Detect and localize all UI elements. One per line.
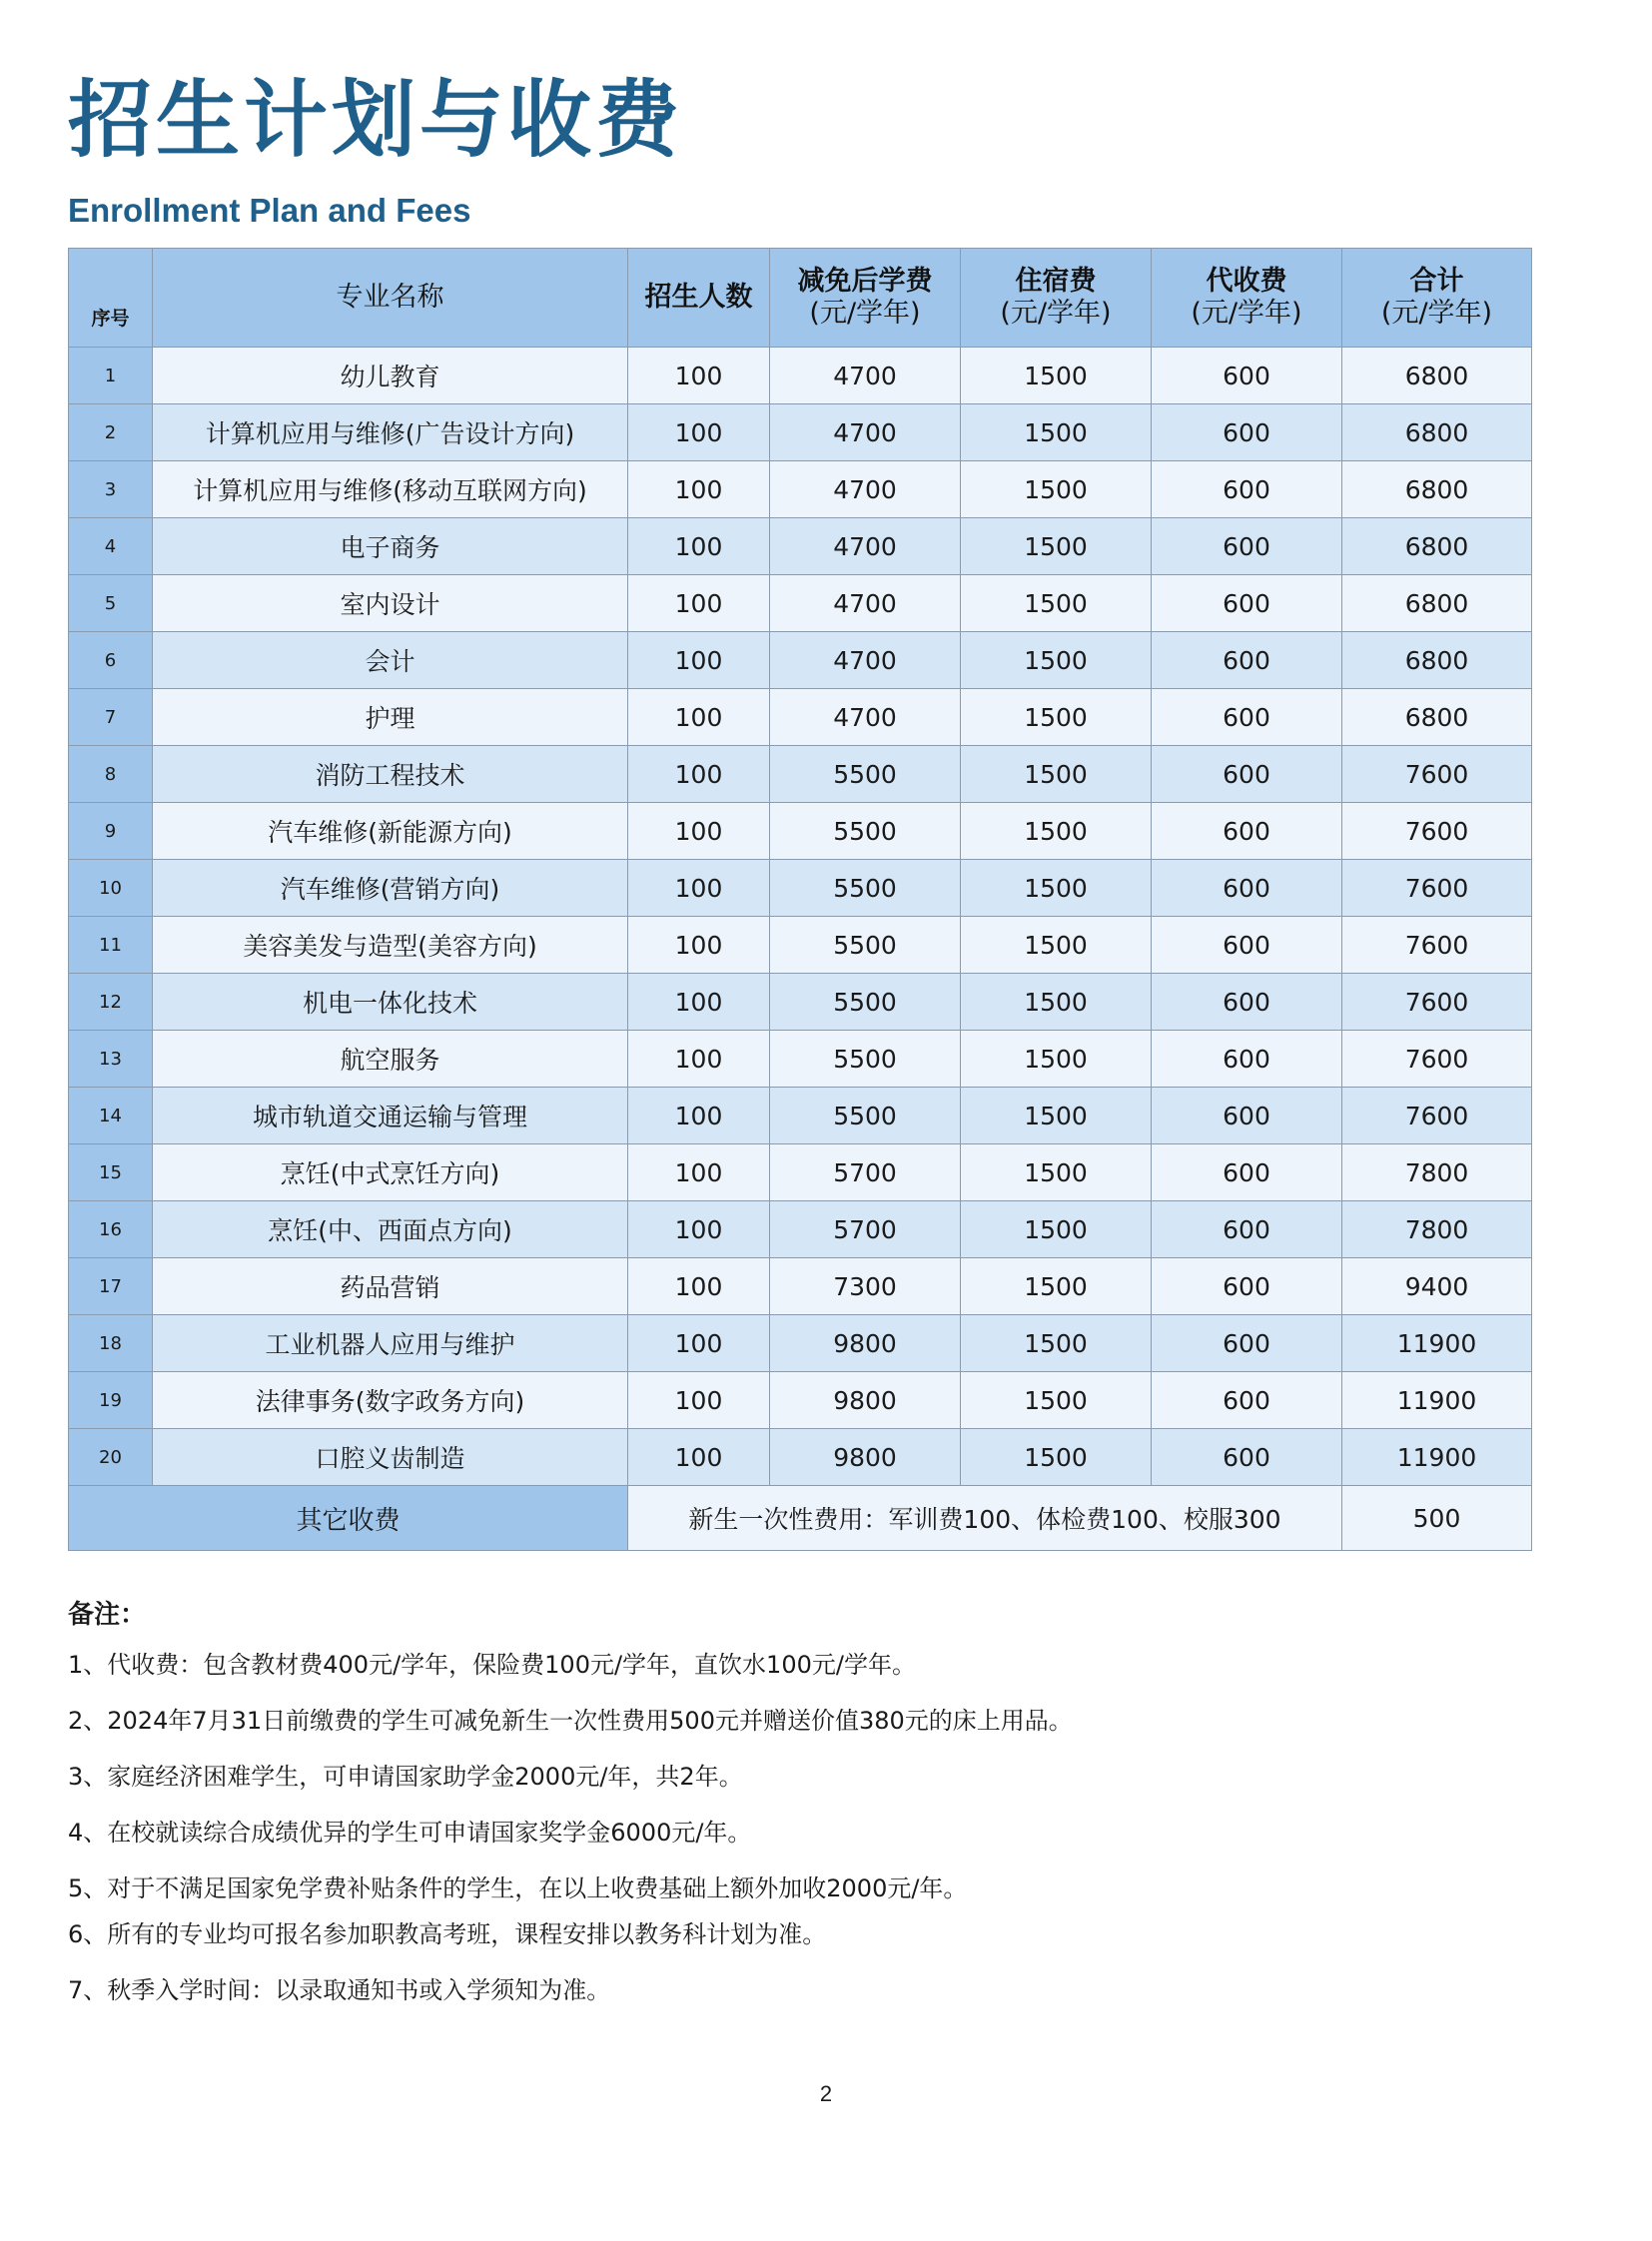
row-seq: 14	[69, 1088, 153, 1144]
row-collect: 600	[1152, 1372, 1342, 1429]
row-seq: 18	[69, 1315, 153, 1372]
table-header-row	[69, 249, 1532, 348]
row-total: 7600	[1342, 860, 1532, 917]
row-seq: 3	[69, 461, 153, 518]
row-lodging: 1500	[961, 917, 1152, 974]
row-seq: 8	[69, 746, 153, 803]
row-tuition: 5500	[770, 917, 961, 974]
table-row	[69, 1315, 1532, 1372]
row-seq: 7	[69, 689, 153, 746]
row-major: 室内设计	[153, 575, 628, 632]
row-major: 计算机应用与维修(广告设计方向)	[153, 404, 628, 461]
row-major: 药品营销	[153, 1258, 628, 1315]
row-total: 6800	[1342, 404, 1532, 461]
row-tuition: 4700	[770, 575, 961, 632]
row-lodging: 1500	[961, 1031, 1152, 1088]
row-count: 100	[628, 689, 770, 746]
row-major: 电子商务	[153, 518, 628, 575]
table-row	[69, 1144, 1532, 1201]
header-tuition	[770, 249, 961, 348]
header-lodging	[961, 249, 1152, 348]
row-major: 美容美发与造型(美容方向)	[153, 917, 628, 974]
row-total: 11900	[1342, 1315, 1532, 1372]
row-seq: 4	[69, 518, 153, 575]
row-count: 100	[628, 1088, 770, 1144]
row-tuition: 5500	[770, 860, 961, 917]
table-row	[69, 689, 1532, 746]
row-collect: 600	[1152, 575, 1342, 632]
other-fees-total: 500	[1342, 1486, 1532, 1551]
header-seq: 序号	[69, 249, 153, 348]
table-row	[69, 575, 1532, 632]
note-item: 2、2024年7月31日前缴费的学生可减免新生一次性费用500元并赠送价值380元的床上用品。	[68, 1707, 1073, 1735]
row-total: 7800	[1342, 1201, 1532, 1258]
header-tuition-line1: 减免后学费	[797, 266, 933, 297]
table-row	[69, 461, 1532, 518]
row-count: 100	[628, 461, 770, 518]
row-collect: 600	[1152, 1144, 1342, 1201]
row-lodging: 1500	[961, 1258, 1152, 1315]
row-collect: 600	[1152, 1201, 1342, 1258]
header-collect-line2: (元/学年)	[1191, 298, 1302, 329]
row-major: 机电一体化技术	[153, 974, 628, 1031]
row-collect: 600	[1152, 803, 1342, 860]
row-collect: 600	[1152, 404, 1342, 461]
table-row	[69, 1201, 1532, 1258]
row-lodging: 1500	[961, 1144, 1152, 1201]
row-major: 汽车维修(新能源方向)	[153, 803, 628, 860]
row-major: 烹饪(中、西面点方向)	[153, 1201, 628, 1258]
row-major: 烹饪(中式烹饪方向)	[153, 1144, 628, 1201]
row-lodging: 1500	[961, 1372, 1152, 1429]
note-item: 6、所有的专业均可报名参加职教高考班，课程安排以教务科计划为准。	[68, 1920, 827, 1948]
notes-title: 备注：	[68, 1600, 147, 1630]
row-seq: 16	[69, 1201, 153, 1258]
row-total: 7600	[1342, 1088, 1532, 1144]
table-row	[69, 803, 1532, 860]
row-tuition: 5500	[770, 746, 961, 803]
row-total: 6800	[1342, 632, 1532, 689]
note-item: 1、代收费：包含教材费400元/学年，保险费100元/学年，直饮水100元/学年。	[68, 1651, 916, 1679]
row-tuition: 5500	[770, 803, 961, 860]
row-major: 航空服务	[153, 1031, 628, 1088]
row-lodging: 1500	[961, 1315, 1152, 1372]
row-tuition: 9800	[770, 1372, 961, 1429]
table-row	[69, 746, 1532, 803]
header-collect	[1152, 249, 1342, 348]
row-collect: 600	[1152, 461, 1342, 518]
note-item: 7、秋季入学时间：以录取通知书或入学须知为准。	[68, 1976, 611, 2004]
row-major: 法律事务(数字政务方向)	[153, 1372, 628, 1429]
row-seq: 2	[69, 404, 153, 461]
row-total: 11900	[1342, 1429, 1532, 1486]
row-collect: 600	[1152, 1315, 1342, 1372]
row-count: 100	[628, 917, 770, 974]
row-tuition: 4700	[770, 689, 961, 746]
row-seq: 17	[69, 1258, 153, 1315]
row-seq: 10	[69, 860, 153, 917]
row-major: 消防工程技术	[153, 746, 628, 803]
row-collect: 600	[1152, 974, 1342, 1031]
row-lodging: 1500	[961, 575, 1152, 632]
row-collect: 600	[1152, 632, 1342, 689]
row-seq: 1	[69, 348, 153, 404]
row-seq: 12	[69, 974, 153, 1031]
row-count: 100	[628, 1201, 770, 1258]
row-total: 7600	[1342, 803, 1532, 860]
row-count: 100	[628, 1315, 770, 1372]
row-total: 7600	[1342, 917, 1532, 974]
row-count: 100	[628, 404, 770, 461]
other-fees-description: 新生一次性费用：军训费100、体检费100、校服300	[628, 1486, 1342, 1551]
row-tuition: 4700	[770, 518, 961, 575]
row-tuition: 5700	[770, 1201, 961, 1258]
row-collect: 600	[1152, 689, 1342, 746]
page-subtitle: Enrollment Plan and Fees	[68, 192, 471, 229]
header-total-line1: 合计	[1409, 266, 1464, 297]
row-count: 100	[628, 1144, 770, 1201]
row-count: 100	[628, 860, 770, 917]
note-item: 4、在校就读综合成绩优异的学生可申请国家奖学金6000元/年。	[68, 1819, 752, 1847]
row-lodging: 1500	[961, 348, 1152, 404]
row-lodging: 1500	[961, 461, 1152, 518]
row-seq: 20	[69, 1429, 153, 1486]
header-lodging-line1: 住宿费	[1015, 266, 1097, 297]
row-tuition: 4700	[770, 632, 961, 689]
row-count: 100	[628, 1429, 770, 1486]
row-major: 工业机器人应用与维护	[153, 1315, 628, 1372]
table-row	[69, 974, 1532, 1031]
table-row	[69, 1088, 1532, 1144]
row-major: 口腔义齿制造	[153, 1429, 628, 1486]
notes-section	[68, 1594, 1546, 2030]
row-total: 6800	[1342, 689, 1532, 746]
row-tuition: 5500	[770, 1031, 961, 1088]
row-collect: 600	[1152, 917, 1342, 974]
row-tuition: 7300	[770, 1258, 961, 1315]
row-total: 6800	[1342, 575, 1532, 632]
row-count: 100	[628, 632, 770, 689]
row-major: 汽车维修(营销方向)	[153, 860, 628, 917]
row-tuition: 4700	[770, 404, 961, 461]
row-tuition: 5700	[770, 1144, 961, 1201]
page-title: 招生计划与收费	[68, 71, 684, 169]
header-count: 招生人数	[628, 249, 770, 348]
row-collect: 600	[1152, 1031, 1342, 1088]
row-count: 100	[628, 1258, 770, 1315]
row-lodging: 1500	[961, 1429, 1152, 1486]
row-collect: 600	[1152, 1088, 1342, 1144]
row-total: 6800	[1342, 461, 1532, 518]
table-row	[69, 632, 1532, 689]
row-lodging: 1500	[961, 518, 1152, 575]
row-collect: 600	[1152, 746, 1342, 803]
row-major: 护理	[153, 689, 628, 746]
row-tuition: 5500	[770, 974, 961, 1031]
row-major: 计算机应用与维修(移动互联网方向)	[153, 461, 628, 518]
row-collect: 600	[1152, 518, 1342, 575]
row-total: 9400	[1342, 1258, 1532, 1315]
header-total-line2: (元/学年)	[1380, 298, 1493, 329]
table-row	[69, 404, 1532, 461]
row-collect: 600	[1152, 348, 1342, 404]
row-count: 100	[628, 518, 770, 575]
row-seq: 11	[69, 917, 153, 974]
row-lodging: 1500	[961, 746, 1152, 803]
row-lodging: 1500	[961, 803, 1152, 860]
row-collect: 600	[1152, 1258, 1342, 1315]
table-row	[69, 1372, 1532, 1429]
row-lodging: 1500	[961, 860, 1152, 917]
row-seq: 15	[69, 1144, 153, 1201]
header-total	[1342, 249, 1532, 348]
table-row	[69, 348, 1532, 404]
row-seq: 5	[69, 575, 153, 632]
row-lodging: 1500	[961, 689, 1152, 746]
row-lodging: 1500	[961, 404, 1152, 461]
row-lodging: 1500	[961, 1201, 1152, 1258]
row-total: 11900	[1342, 1372, 1532, 1429]
row-major: 会计	[153, 632, 628, 689]
row-seq: 6	[69, 632, 153, 689]
row-count: 100	[628, 575, 770, 632]
row-lodging: 1500	[961, 632, 1152, 689]
row-seq: 13	[69, 1031, 153, 1088]
row-total: 7800	[1342, 1144, 1532, 1201]
row-total: 6800	[1342, 348, 1532, 404]
row-count: 100	[628, 348, 770, 404]
row-tuition: 4700	[770, 348, 961, 404]
row-tuition: 9800	[770, 1429, 961, 1486]
header-collect-line1: 代收费	[1206, 266, 1287, 297]
note-item: 3、家庭经济困难学生，可申请国家助学金2000元/年，共2年。	[68, 1763, 743, 1791]
row-total: 7600	[1342, 1031, 1532, 1088]
row-total: 7600	[1342, 746, 1532, 803]
table-row	[69, 1258, 1532, 1315]
row-count: 100	[628, 1031, 770, 1088]
row-major: 幼儿教育	[153, 348, 628, 404]
fees-table-body	[69, 348, 1532, 1551]
row-total: 7600	[1342, 974, 1532, 1031]
row-major: 城市轨道交通运输与管理	[153, 1088, 628, 1144]
row-seq: 9	[69, 803, 153, 860]
row-collect: 600	[1152, 1429, 1342, 1486]
row-count: 100	[628, 1372, 770, 1429]
table-row	[69, 860, 1532, 917]
row-lodging: 1500	[961, 974, 1152, 1031]
row-tuition: 9800	[770, 1315, 961, 1372]
page-number: 2	[819, 2081, 833, 2106]
table-row	[69, 518, 1532, 575]
row-count: 100	[628, 746, 770, 803]
other-fees-row	[69, 1486, 1532, 1551]
row-count: 100	[628, 974, 770, 1031]
row-seq: 19	[69, 1372, 153, 1429]
fees-table	[68, 248, 1532, 1551]
row-collect: 600	[1152, 860, 1342, 917]
note-item: 5、对于不满足国家免学费补贴条件的学生，在以上收费基础上额外加收2000元/年。	[68, 1874, 968, 1902]
header-tuition-line2: (元/学年)	[809, 298, 921, 329]
header-lodging-line2: (元/学年)	[1000, 298, 1112, 329]
row-count: 100	[628, 803, 770, 860]
header-major: 专业名称	[153, 249, 628, 348]
row-lodging: 1500	[961, 1088, 1152, 1144]
row-tuition: 4700	[770, 461, 961, 518]
table-row	[69, 917, 1532, 974]
row-total: 6800	[1342, 518, 1532, 575]
table-row	[69, 1031, 1532, 1088]
other-fees-label: 其它收费	[69, 1486, 628, 1551]
row-tuition: 5500	[770, 1088, 961, 1144]
table-row	[69, 1429, 1532, 1486]
